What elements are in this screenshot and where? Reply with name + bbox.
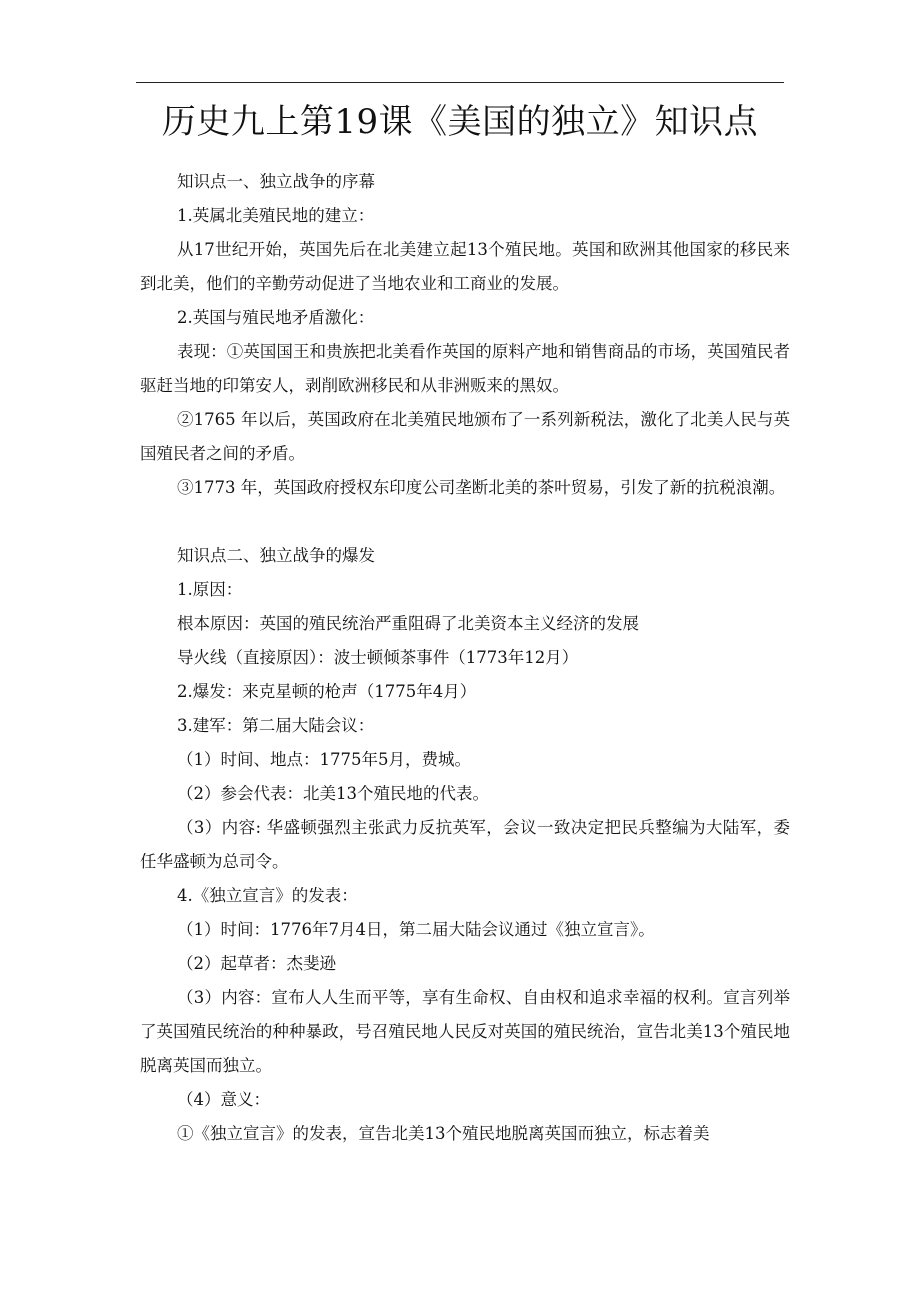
section2-army-time-place: （1）时间、地点：1775年5月，费城。 [177,750,471,769]
section2-outbreak: 2.爆发：来克星顿的枪声（1775年4月） [177,682,477,701]
section1-item2-point2: ②1765 年以后，英国政府在北美殖民地颁布了一系列新税法，激化了北美人民与英国殖民者之间的矛盾。 [140,410,790,463]
header-rule [136,82,784,83]
section2-declaration-significance: （4）意义： [177,1090,270,1109]
section2-declaration-heading: 4.《独立宣言》的发表： [177,886,358,905]
section2-cause-heading: 1.原因： [177,580,243,599]
section2-declaration-content: （3）内容：宣布人人生而平等，享有生命权、自由权和追求幸福的权利。宣言列举了英国殖民统治的种种暴政，号召殖民地人民反对英国的殖民统治，宣告北美13个殖民地脱离英国而独立。 [140,988,790,1075]
section1-item2-point3: ③1773 年，英国政府授权东印度公司垄断北美的茶叶贸易，引发了新的抗税浪潮。 [177,478,786,497]
section1-item2-point1: 表现：①英国国王和贵族把北美看作英国的原料产地和销售商品的市场，英国殖民者驱赶当地的印第安人，剥削欧洲移民和从非洲贩来的黑奴。 [140,342,790,395]
section1-item1-text: 从17世纪开始，英国先后在北美建立起13个殖民地。英国和欧洲其他国家的移民来到北美，他们的辛勤劳动促进了当地农业和工商业的发展。 [140,240,790,293]
page-title: 历史九上第19课《美国的独立》知识点 [161,102,759,142]
section2-declaration-author: （2）起草者：杰斐逊 [177,954,336,973]
section2-army-heading: 3.建军：第二届大陆会议： [177,716,375,735]
document-body [140,165,790,1151]
section2-army-content: （3）内容: 华盛顿强烈主张武力反抗英军，会议一致决定把民兵整编为大陆军，委任华盛顿为总司令。 [140,818,790,871]
section1-heading: 知识点一、独立战争的序幕 [177,172,375,191]
section2-direct-cause: 导火线（直接原因）：波士顿倾茶事件（1773年12月） [177,648,579,667]
section2-heading: 知识点二、独立战争的爆发 [177,546,375,565]
section2-declaration-significance-1: ①《独立宣言》的发表，宣告北美13个殖民地脱离英国而独立，标志着美 [177,1124,710,1143]
section2-army-delegates: （2）参会代表：北美13个殖民地的代表。 [177,784,489,803]
section1-item1-heading: 1.英属北美殖民地的建立： [177,206,375,225]
section1-item2-heading: 2.英国与殖民地矛盾激化： [177,308,375,327]
section2-root-cause: 根本原因：英国的殖民统治严重阻碍了北美资本主义经济的发展 [177,614,639,633]
section-spacer [140,505,790,539]
section2-declaration-time: （1）时间：1776年7月4日，第二届大陆会议通过《独立宣言》。 [177,920,655,939]
